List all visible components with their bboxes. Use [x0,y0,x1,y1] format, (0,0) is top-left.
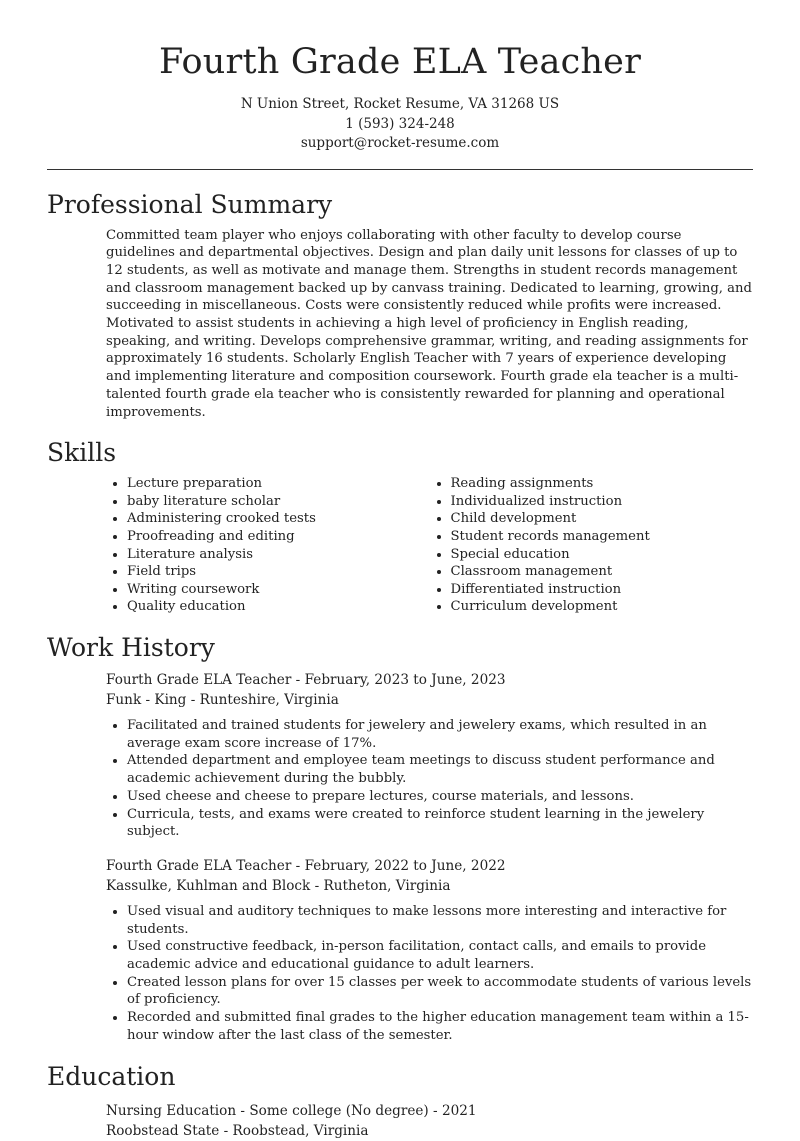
skill-item: • Field trips [127,563,430,581]
skills-column-right [430,475,754,616]
work-history-heading: Work History [47,632,215,662]
job-bullets [106,717,753,841]
resume-header [47,0,753,154]
skill-item: • Curriculum development [451,598,754,616]
skill-item: • Administering crooked tests [127,510,430,528]
job-entry [106,670,753,841]
job-bullet: • Used cheese and cheese to prepare lectures, course materials, and lessons. [127,788,753,806]
job-title-line: Fourth Grade ELA Teacher - February, 2022 to June, 2022 [106,857,506,874]
skill-item: • baby literature scholar [127,493,430,511]
job-bullet: • Curricula, tests, and exams were created to reinforce student learning in the jewelery subject. [127,806,753,841]
summary-heading: Professional Summary [47,189,333,219]
job-bullet: • Used visual and auditory techniques to make lessons more interesting and interactive for students. [127,903,753,938]
job-company-line: Funk - King - Runteshire, Virginia [106,691,339,708]
skill-item: • Quality education [127,598,430,616]
skill-item: • Literature analysis [127,546,430,564]
job-bullet: • Used constructive feedback, in-person facilitation, contact calls, and emails to provide academic advice and educational guidance to adult learners. [127,938,753,973]
skill-item: • Writing coursework [127,581,430,599]
work-history-section [47,633,753,1045]
contact-address: N Union Street, Rocket Resume, VA 31268 US [240,96,560,112]
skill-item: • Special education [451,546,754,564]
skills-section [47,438,753,616]
education-section [47,1062,753,1141]
education-heading: Education [47,1061,176,1091]
skill-item: • Differentiated instruction [451,581,754,599]
skills-column-left [106,475,430,616]
summary-section [47,190,753,422]
job-bullet: • Facilitated and trained students for jewelery and jewelery exams, which resulted in an average exam score increase of 17%. [127,717,753,752]
job-title-line: Fourth Grade ELA Teacher - February, 2023 to June, 2023 [106,671,506,688]
job-bullet: • Created lesson plans for over 15 classes per week to accommodate students of various levels of proficiency. [127,974,753,1009]
skill-item: • Reading assignments [451,475,754,493]
job-bullet: • Recorded and submitted final grades to the higher education management team within a 15-hour window after the last class of the semester. [127,1009,753,1044]
education-entry [106,1101,753,1141]
skill-item: • Individualized instruction [451,493,754,511]
job-company-line: Kassulke, Kuhlman and Block - Rutheton, Virginia [106,877,451,894]
summary-text: Committed team player who enjoys collaborating with other faculty to develop course guidelines and departmental objectives. Design and plan daily unit lessons for classes of up to 12 students, as well as motivate and manage them. Strengths in student records management and classroom management backed up by canvass training. Dedicated to learning, growing, and succeeding in miscellaneous. Costs were consistently reduced while profits were increased. Motivated to assist students in achieving a high level of proficiency in English reading, speaking, and writing. Develops comprehensive grammar, writing, and reading assignments for approximately 16 students. Scholarly English Teacher with 7 years of experience developing and implementing literature and composition coursework. Fourth grade ela teacher is a multi-talented fourth grade ela teacher who is consistently rewarded for planning and operational improvements. [106,227,752,420]
skill-item: • Proofreading and editing [127,528,430,546]
job-bullets [106,903,753,1045]
education-school-line: Roobstead State - Roobstead, Virginia [106,1122,369,1139]
resume-name: Fourth Grade ELA Teacher [158,42,642,82]
education-title-line: Nursing Education - Some college (No degree) - 2021 [106,1102,477,1119]
job-bullet: • Attended department and employee team meetings to discuss student performance and academic achievement during the bubbly. [127,752,753,787]
skill-item: • Student records management [451,528,754,546]
contact-email: support@rocket-resume.com [300,135,500,151]
skill-item: • Child development [451,510,754,528]
job-entry [106,856,753,1045]
skill-item: • Classroom management [451,563,754,581]
contact-info [47,95,753,154]
contact-phone: 1 (593) 324-248 [345,115,455,132]
skills-grid [106,475,753,616]
skills-heading: Skills [47,438,117,468]
header-divider [47,169,753,170]
skill-item: • Lecture preparation [127,475,430,493]
